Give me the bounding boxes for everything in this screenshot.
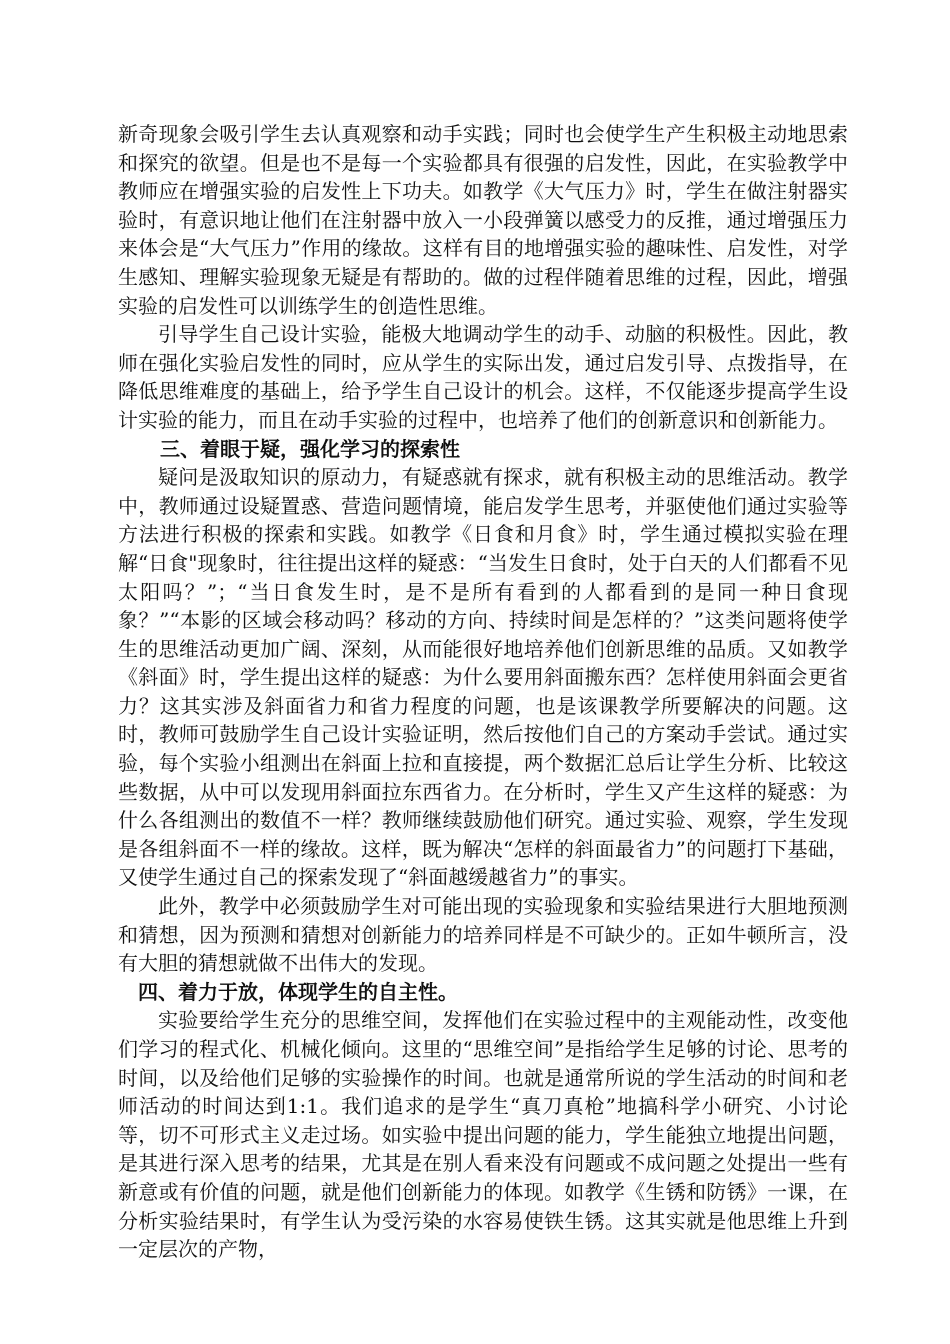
paragraph-continuation: 新奇现象会吸引学生去认真观察和动手实践；同时也会使学生产生积极主动地思索和探究的欲望。但是也不是每一个实验都具有很强的启发性，因此，在实验教学中教师应在增强实验的启发性上下功夫。如教学《大气压力》时，学生在做注射器实验时，有意识地让他们在注射器中放入一小段弹簧以感受力的反推，通过增强压力来体会是“大气压力”作用的缘故。这样有目的地增强实验的趣味性、启发性，对学生感知、理解实验现象无疑是有帮助的。做的过程伴随着思维的过程，因此，增强实验的启发性可以训练学生的创造性思维。 xyxy=(118,122,848,318)
paragraph-design-experiment: 引导学生自己设计实验，能极大地调动学生的动手、动脑的积极性。因此，教师在强化实验启发性的同时，应从学生的实际出发，通过启发引导、点拨指导，在降低思维难度的基础上，给予学生自己设计的机会。这样，不仅能逐步提高学生设计实验的能力，而且在动手实验的过程中，也培养了他们的创新意识和创新能力。 xyxy=(118,322,848,432)
paragraph-prediction: 此外，教学中必须鼓励学生对可能出现的实验现象和实验结果进行大胆地预测和猜想，因为预测和猜想对创新能力的培养同样是不可缺少的。正如牛顿所言，没有大胆的猜想就做不出伟大的发现。 xyxy=(118,894,848,976)
section-heading-4: 四、着力于放，体现学生的自主性。 xyxy=(138,979,458,1004)
paragraph-doubt: 疑问是汲取知识的原动力，有疑惑就有探求，就有积极主动的思维活动。教学中，教师通过设疑置惑、营造问题情境，能启发学生思考，并驱使他们通过实验等方法进行积极的探索和实践。如教学《日食和月食》时，学生通过模拟实验在理解“日食"现象时，往往提出这样的疑惑：“当发生日食时，处于白天的人们都看不见太阳吗？”；“当日食发生时，是不是所有看到的人都看到的是同一种日食现象？”“本影的区域会移动吗？移动的方向、持续时间是怎样的？”这类问题将使学生的思维活动更加广阔、深刻，从而能很好地培养他们创新思维的品质。又如教学《斜面》时，学生提出这样的疑惑：为什么要用斜面搬东西？怎样使用斜面会更省力？这其实涉及斜面省力和省力程度的问题，也是该课教学所要解决的问题。这时，教师可鼓励学生自己设计实验证明，然后按他们自己的方案动手尝试。通过实验，每个实验小组测出在斜面上拉和直接提，两个数据汇总后让学生分析、比较这些数据，从中可以发现用斜面拉东西省力。在分析时，学生又产生这样的疑惑：为什么各组测出的数值不一样？教师继续鼓励他们研究。通过实验、观察，学生发现是各组斜面不一样的缘故。这样，既为解决“怎样的斜面最省力”的问题打下基础，又使学生通过自己的探索发现了“斜面越缓越省力”的事实。 xyxy=(118,465,848,890)
paragraph-thinking-space: 实验要给学生充分的思维空间，发挥他们在实验过程中的主观能动性，改变他们学习的程式化、机械化倾向。这里的“思维空间”是指给学生足够的讨论、思考的时间，以及给他们足够的实验操作的时间。也就是通常所说的学生活动的时间和老师活动的时间达到1:1。我们追求的是学生“真刀真枪”地搞科学小研究、小讨论等，切不可形式主义走过场。如实验中提出问题的能力，学生能独立地提出问题，是其进行深入思考的结果，尤其是在别人看来没有问题或不成问题之处提出一些有新意或有价值的问题，就是他们创新能力的体现。如教学《生锈和防锈》一课，在分析实验结果时，有学生认为受污染的水容易使铁生锈。这其实就是他思维上升到一定层次的产物， xyxy=(118,1008,848,1262)
section-heading-3: 三、着眼于疑，强化学习的探索性 xyxy=(160,436,460,461)
document-body xyxy=(118,120,848,1264)
